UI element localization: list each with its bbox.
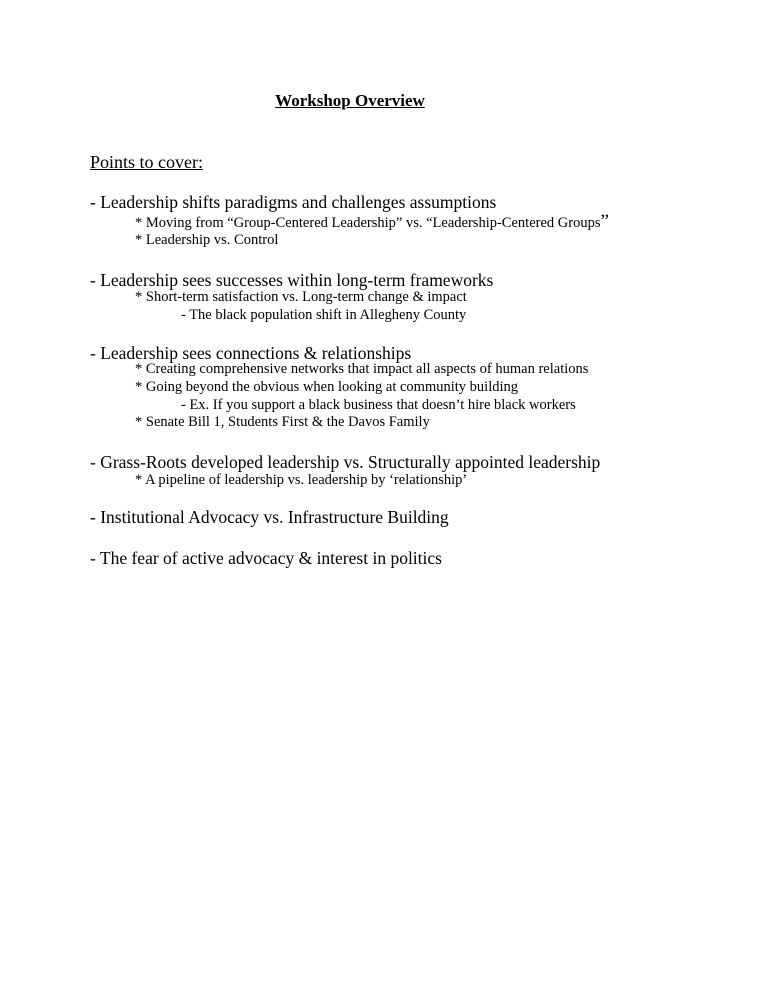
- section-4-point-1: * A pipeline of leadership vs. leadership by ‘relationship’: [135, 472, 468, 488]
- section-2-subpoint-1: - The black population shift in Allegheny County: [181, 307, 467, 323]
- section-3-subpoint-1: - Ex. If you support a black business that doesn’t hire black workers: [181, 397, 576, 413]
- document-title: Workshop Overview: [275, 91, 425, 110]
- section-1-point-2: * Leadership vs. Control: [135, 232, 279, 248]
- section-6-heading: - The fear of active advocacy & interest in politics: [90, 548, 442, 568]
- section-4-heading: - Grass-Roots developed leadership vs. Structurally appointed leadership: [90, 452, 601, 472]
- section-1-point-1: [135, 213, 609, 232]
- section-1-point-1-closing-quote: ”: [600, 211, 609, 232]
- section-5-heading: - Institutional Advocacy vs. Infrastructure Building: [90, 507, 449, 527]
- section-3-point-3: * Senate Bill 1, Students First & the Davos Family: [135, 414, 430, 430]
- section-3-heading: - Leadership sees connections & relationships: [90, 343, 412, 363]
- section-3-point-2: * Going beyond the obvious when looking at community building: [135, 379, 519, 395]
- section-3-point-1: * Creating comprehensive networks that impact all aspects of human relations: [135, 361, 589, 377]
- section-2-point-1: * Short-term satisfaction vs. Long-term change & impact: [135, 289, 467, 305]
- points-heading: Points to cover:: [90, 152, 203, 172]
- section-1-heading: - Leadership shifts paradigms and challenges assumptions: [90, 192, 497, 212]
- section-1-point-1-text: * Moving from “Group-Centered Leadership” vs. “Leadership-Centered Groups: [135, 215, 601, 231]
- section-2-heading: - Leadership sees successes within long-term frameworks: [90, 270, 494, 290]
